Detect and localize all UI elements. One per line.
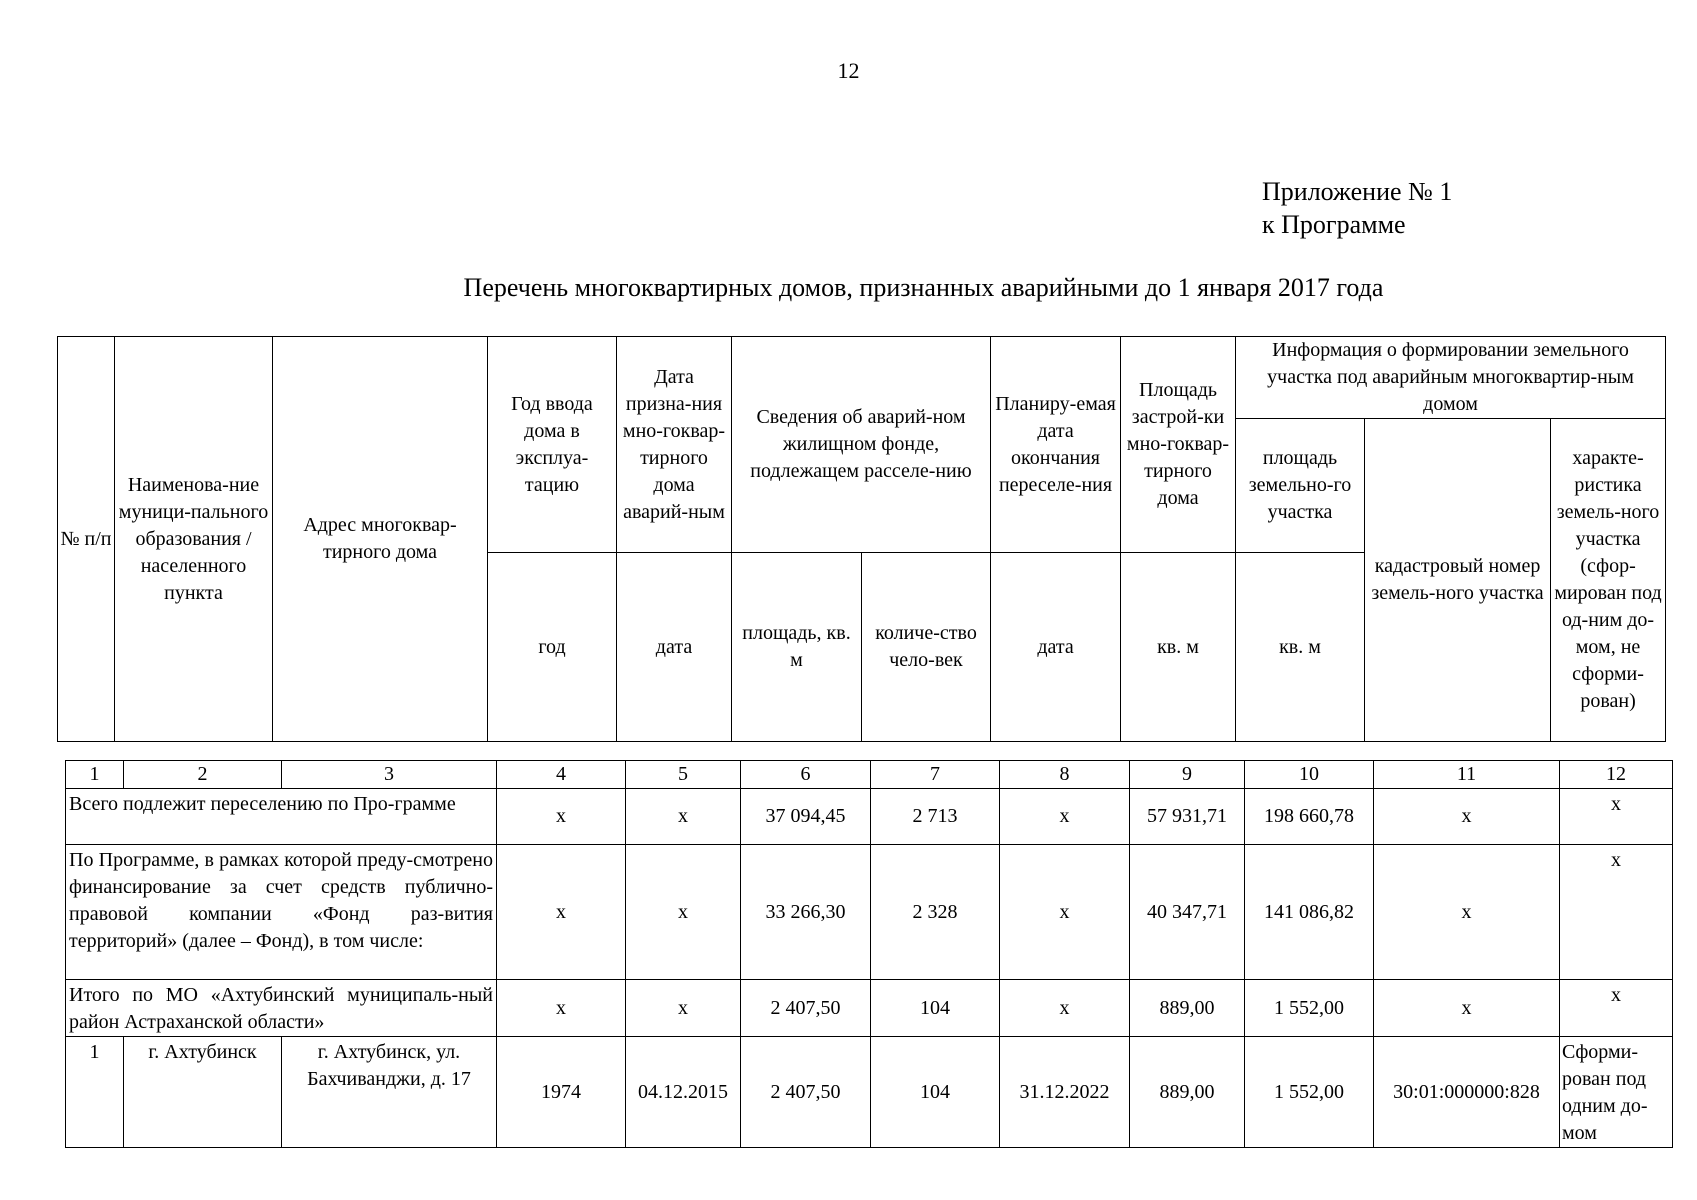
- header-planned-date: Планиру-емая дата окончания переселе-ния: [991, 337, 1121, 553]
- item-cadastral: 30:01:000000:828: [1374, 1037, 1560, 1148]
- table-row-total: [66, 789, 1673, 845]
- item-area: 2 407,50: [741, 1037, 871, 1148]
- header-unit-year: год: [488, 553, 617, 742]
- column-number: 10: [1245, 761, 1374, 789]
- table-row-item: [66, 1037, 1673, 1148]
- cell: 198 660,78: [1245, 789, 1374, 845]
- column-number: 11: [1374, 761, 1560, 789]
- row-label: Всего подлежит переселению по Про-грамме: [66, 789, 497, 845]
- column-number: 6: [741, 761, 871, 789]
- cell: x: [497, 980, 626, 1037]
- header-land-area: площадь земельно-го участка: [1236, 419, 1365, 553]
- row-label: По Программе, в рамках которой преду-смотрено финансирование за счет средств публично-правовой компании «Фонд раз-вития территорий» (далее – Фонд), в том числе:: [66, 845, 497, 980]
- appendix-label: [1262, 175, 1452, 241]
- cell: 2 407,50: [741, 980, 871, 1037]
- item-people: 104: [871, 1037, 1000, 1148]
- cell: 33 266,30: [741, 845, 871, 980]
- cell: 2 713: [871, 789, 1000, 845]
- column-number: 5: [626, 761, 741, 789]
- header-num: № п/п: [58, 337, 115, 742]
- cell: x: [497, 845, 626, 980]
- cell: x: [1560, 980, 1673, 1037]
- cell: x: [1000, 845, 1130, 980]
- cell: x: [1374, 980, 1560, 1037]
- item-building-area: 889,00: [1130, 1037, 1245, 1148]
- cell: x: [626, 789, 741, 845]
- cell: x: [497, 789, 626, 845]
- cell: 2 328: [871, 845, 1000, 980]
- table-body: [65, 760, 1673, 1148]
- header-year-commissioned: Год ввода дома в эксплуа-тацию: [488, 337, 617, 553]
- table-row-mo: [66, 980, 1673, 1037]
- column-number: 1: [66, 761, 124, 789]
- cell: 57 931,71: [1130, 789, 1245, 845]
- cell: 889,00: [1130, 980, 1245, 1037]
- column-number: 4: [497, 761, 626, 789]
- appendix-line-2: к Программе: [1262, 210, 1406, 239]
- page-number: 12: [837, 58, 860, 83]
- header-unit-sqm: кв. м: [1236, 553, 1365, 742]
- cell: 37 094,45: [741, 789, 871, 845]
- header-land-info: Информация о формировании земельного участка под аварийным многоквартир-ным домом: [1236, 337, 1666, 419]
- column-number: 2: [124, 761, 282, 789]
- header-building-area: Площадь застрой-ки мно-гоквар-тирного дома: [1121, 337, 1236, 553]
- item-date-recognized: 04.12.2015: [626, 1037, 741, 1148]
- column-number-row: [66, 761, 1673, 789]
- cell: 40 347,71: [1130, 845, 1245, 980]
- column-number: 7: [871, 761, 1000, 789]
- item-address: г. Ахтубинск, ул. Бахчиванджи, д. 17: [282, 1037, 497, 1148]
- cell: 104: [871, 980, 1000, 1037]
- item-num: 1: [66, 1037, 124, 1148]
- header-cadastral: кадастровый номер земель-ного участка: [1365, 419, 1551, 742]
- cell: x: [1560, 845, 1673, 980]
- item-planned-date: 31.12.2022: [1000, 1037, 1130, 1148]
- appendix-line-1: Приложение № 1: [1262, 177, 1453, 206]
- header-unit-date: дата: [617, 553, 732, 742]
- header-unit-area: площадь, кв. м: [732, 553, 862, 742]
- cell: x: [1374, 789, 1560, 845]
- item-municipality: г. Ахтубинск: [124, 1037, 282, 1148]
- header-date-recognized: Дата призна-ния мно-гоквар-тирного дома аварий-ным: [617, 337, 732, 553]
- item-characteristic: Сформи-рован под одним до-мом: [1560, 1037, 1673, 1148]
- header-unit-sqm: кв. м: [1121, 553, 1236, 742]
- column-number: 3: [282, 761, 497, 789]
- table-row-fund: [66, 845, 1673, 980]
- header-address: Адрес многоквар-тирного дома: [273, 337, 488, 742]
- cell: x: [626, 980, 741, 1037]
- column-number: 9: [1130, 761, 1245, 789]
- document-title: Перечень многоквартирных домов, признанных аварийными до 1 января 2017 года: [463, 273, 1384, 302]
- header-unit-people: количе-ство чело-век: [862, 553, 991, 742]
- column-number: 8: [1000, 761, 1130, 789]
- item-year: 1974: [497, 1037, 626, 1148]
- header-municipality: Наименова-ние муници-пального образования / населенного пункта: [115, 337, 273, 742]
- header-emergency-fund: Сведения об аварий-ном жилищном фонде, подлежащем расселе-нию: [732, 337, 991, 553]
- cell: x: [1560, 789, 1673, 845]
- item-land-area: 1 552,00: [1245, 1037, 1374, 1148]
- cell: x: [1000, 980, 1130, 1037]
- header-land-characteristic: характе-ристика земель-ного участка (сфор-мирован под од-ним до-мом, не сформи-рован): [1551, 419, 1666, 742]
- cell: x: [1374, 845, 1560, 980]
- table-header: [57, 336, 1666, 742]
- cell: 1 552,00: [1245, 980, 1374, 1037]
- header-unit-date: дата: [991, 553, 1121, 742]
- cell: x: [1000, 789, 1130, 845]
- row-label: Итого по МО «Ахтубинский муниципаль-ный район Астраханской области»: [66, 980, 497, 1037]
- cell: 141 086,82: [1245, 845, 1374, 980]
- cell: x: [626, 845, 741, 980]
- column-number: 12: [1560, 761, 1673, 789]
